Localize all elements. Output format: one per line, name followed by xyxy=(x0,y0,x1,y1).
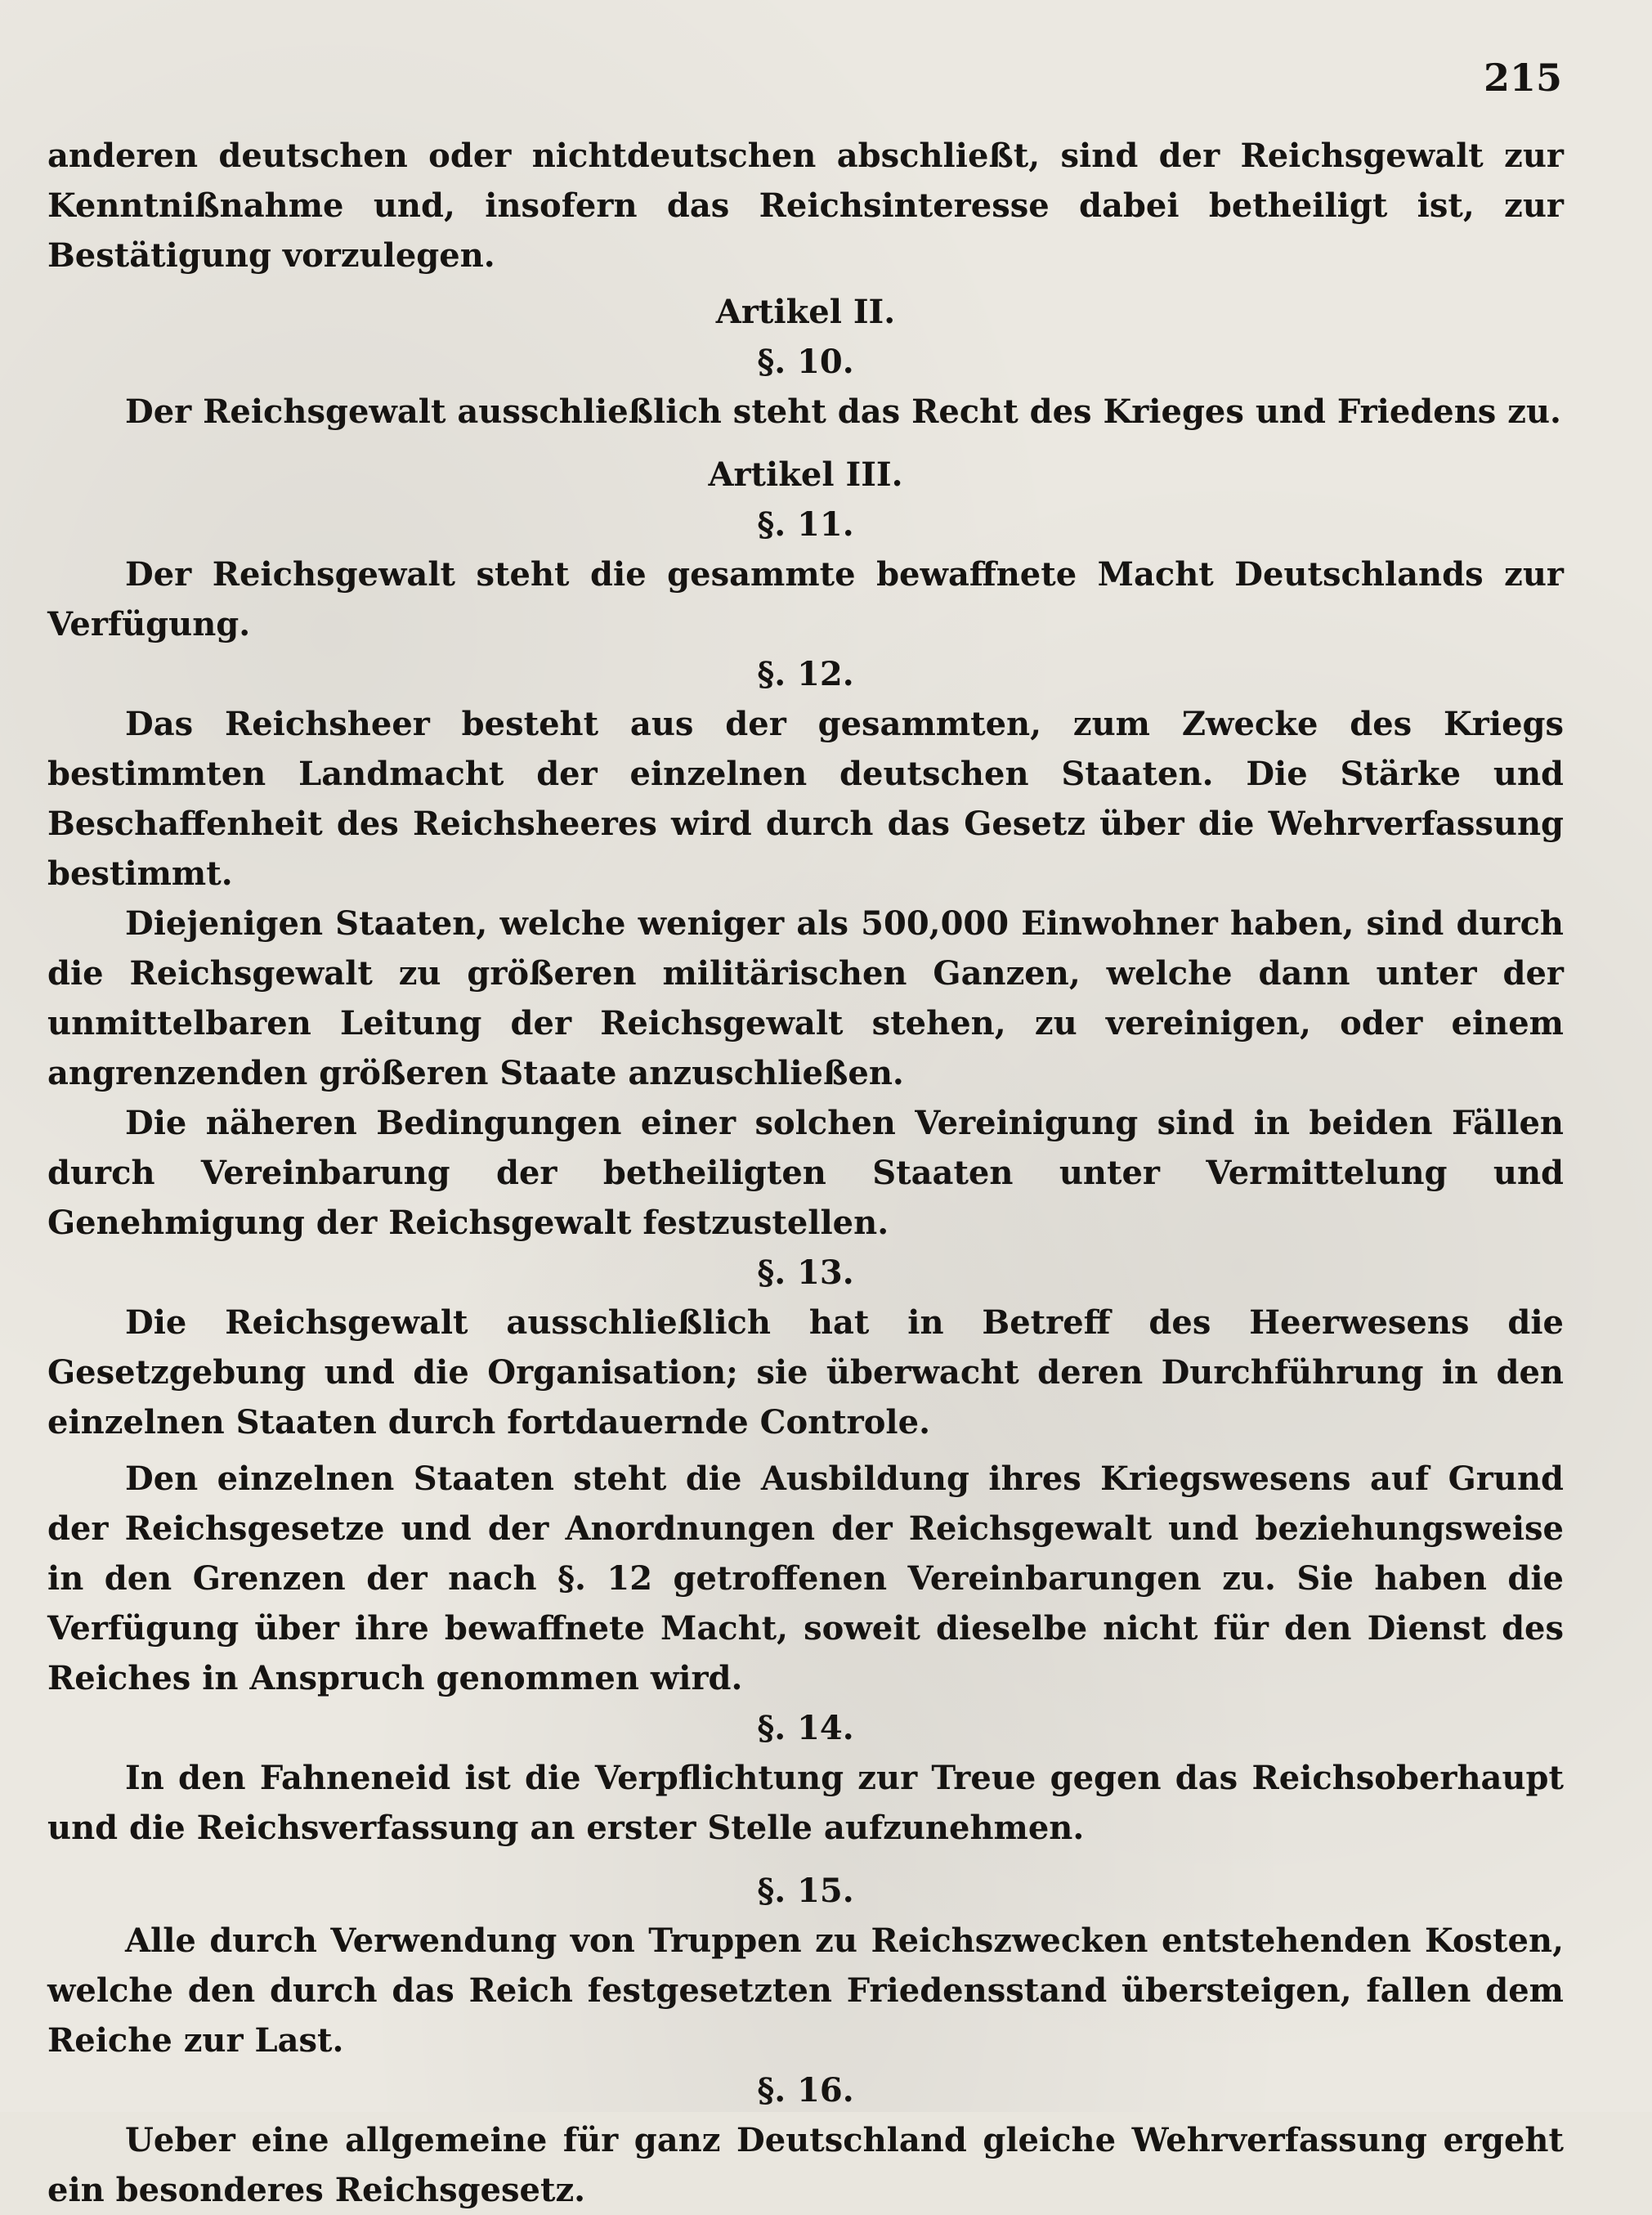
article-heading-iii: Artikel III. xyxy=(708,455,903,494)
paragraph-section-16: Ueber eine allgemeine für ganz Deutschland gleiche Wehrverfassung ergeht ein besonderes Reichsgesetz. xyxy=(47,2121,1564,2209)
paragraph-section-12-c: Die näheren Bedingungen einer solchen Vereinigung sind in beiden Fällen durch Vereinbarung der betheiligten Staaten unter Vermittelung und Genehmigung der Reichsgewalt festzustellen. xyxy=(47,1104,1564,1242)
section-heading-16: §. 16. xyxy=(757,2071,854,2110)
page-number: 215 xyxy=(1483,56,1562,100)
article-heading-ii: Artikel II. xyxy=(715,293,896,331)
paragraph-continuation: anderen deutschen oder nichtdeutschen abschließt, sind der Reichsgewalt zur Kenntnißnahme und, insofern das Reichsinteresse dabei betheiligt ist, zur Bestätigung vorzulegen. xyxy=(47,137,1564,275)
document-body xyxy=(47,131,1564,2215)
paragraph-section-13-a: Die Reichsgewalt ausschließlich hat in Betreff des Heerwesens die Gesetzgebung und die Organisation; sie überwacht deren Durchführung in den einzelnen Staaten durch fortdauernde Controle. xyxy=(47,1303,1564,1442)
paragraph-section-13-b: Den einzelnen Staaten steht die Ausbildung ihres Kriegswesens auf Grund der Reichsgesetze und der Anordnungen der Reichsgewalt und beziehungsweise in den Grenzen der nach §. 12 getroffenen Vereinbarungen zu. Sie haben die Verfügung über ihre bewaffnete Macht, soweit dieselbe nicht für den Dienst des Reiches in Anspruch genommen wird. xyxy=(47,1459,1564,1697)
section-heading-10: §. 10. xyxy=(757,343,854,381)
paragraph-section-11: Der Reichsgewalt steht die gesammte bewaffnete Macht Deutschlands zur Verfügung. xyxy=(47,555,1564,643)
section-heading-12: §. 12. xyxy=(757,655,854,693)
section-heading-13: §. 13. xyxy=(757,1253,854,1292)
section-heading-14: §. 14. xyxy=(757,1709,854,1747)
paragraph-section-15: Alle durch Verwendung von Truppen zu Reichszwecken entstehenden Kosten, welche den durch das Reich festgesetzten Friedensstand übersteigen, fallen dem Reiche zur Last. xyxy=(47,1921,1564,2060)
paragraph-section-14: In den Fahneneid ist die Verpflichtung zur Treue gegen das Reichsoberhaupt und die Reichsverfassung an erster Stelle aufzunehmen. xyxy=(47,1759,1564,1847)
paragraph-section-12-a: Das Reichsheer besteht aus der gesammten, zum Zwecke des Kriegs bestimmten Landmacht der einzelnen deutschen Staaten. Die Stärke und Beschaffenheit des Reichsheeres wird durch das Gesetz über die Wehrverfassung bestimmt. xyxy=(47,705,1564,893)
paragraph-section-12-b: Diejenigen Staaten, welche weniger als 500,000 Einwohner haben, sind durch die Reichsgewalt zu größeren militärischen Ganzen, welche dann unter der unmittelbaren Leitung der Reichsgewalt stehen, zu vereinigen, oder einem angrenzenden größeren Staate anzuschließen. xyxy=(47,904,1564,1092)
section-heading-15: §. 15. xyxy=(757,1872,854,1910)
section-heading-11: §. 11. xyxy=(757,505,854,544)
paragraph-section-10: Der Reichsgewalt ausschließlich steht das Recht des Krieges und Friedens zu. xyxy=(125,392,1561,431)
